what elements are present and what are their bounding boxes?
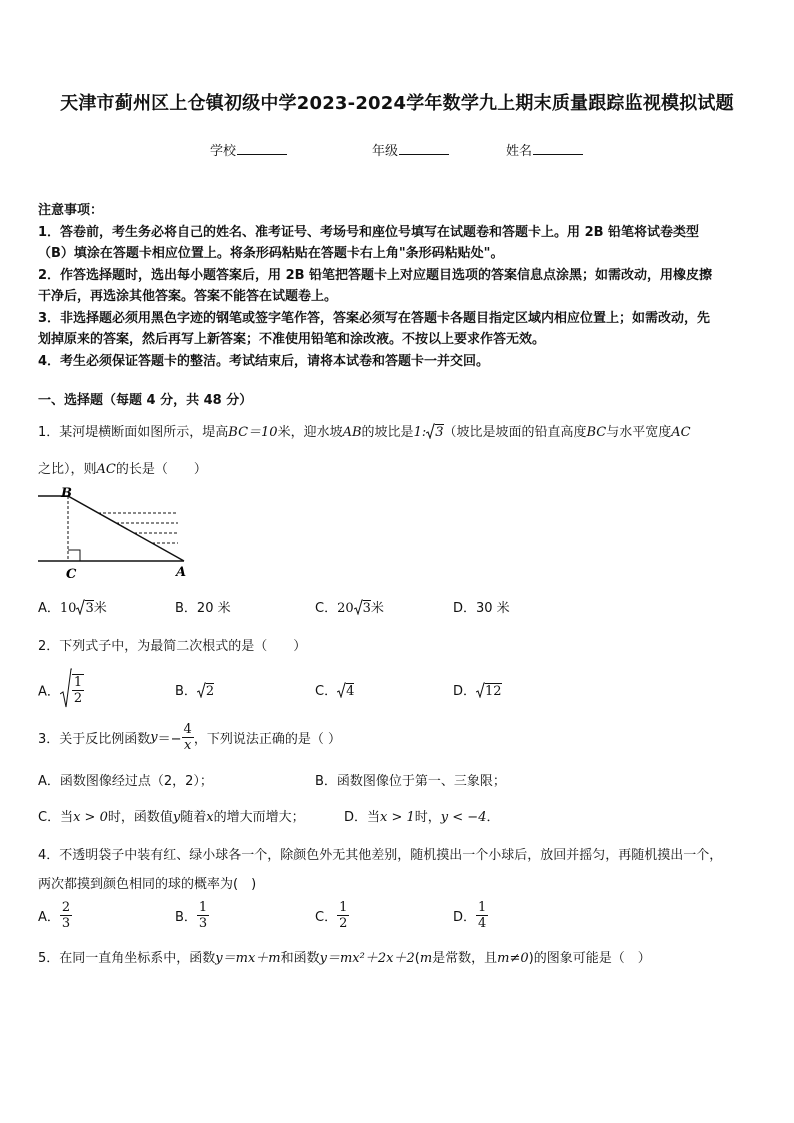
q2-a-num: 1 xyxy=(73,675,83,690)
sqrt-icon xyxy=(476,682,485,702)
q5-text-5: )的图象可能是（ ） xyxy=(528,951,651,966)
notice-item-1a: 1．答卷前，考生务必将自己的姓名、准考证号、考场号和座位号填写在试题卷和答题卡上。用 2B 铅笔将试卷类型 xyxy=(38,224,700,240)
q1-eq: ＝10 xyxy=(248,425,278,440)
q3-func-num: 4 xyxy=(183,722,192,737)
q4-a-num: 2 xyxy=(61,900,71,915)
q1-option-b[interactable]: B．20 米 xyxy=(175,601,231,616)
q2-c-radicand: 4 xyxy=(346,684,355,699)
notice-item-4: 4．考生必须保证答题卡的整洁。考试结束后，请将本试卷和答题卡一并交回。 xyxy=(38,353,490,369)
q1-text-3: 的坡比是 xyxy=(361,425,414,440)
q2-d-radicand: 12 xyxy=(485,684,502,699)
q3-c-4: 的增大而增大； xyxy=(213,810,305,825)
q4-option-c[interactable] xyxy=(315,900,349,931)
q4-a-den: 3 xyxy=(61,916,71,931)
right-angle-icon xyxy=(68,550,80,561)
q4-b-den: 3 xyxy=(198,916,208,931)
q4-option-b[interactable] xyxy=(175,900,209,931)
page-title: 天津市蓟州区上仓镇初级中学2023-2024学年数学九上期末质量跟踪监视模拟试题 xyxy=(60,93,734,114)
name-field[interactable] xyxy=(506,140,583,159)
q1-text-1: 1．某河堤横断面如图所示，堤高 xyxy=(38,425,229,440)
q1-ab: AB xyxy=(342,425,362,440)
notice-section xyxy=(38,200,768,372)
q2-d-label: D． xyxy=(453,684,477,699)
q4-a-label: A． xyxy=(38,910,60,925)
q5-text-1: 5．在同一直角坐标系中，函数 xyxy=(38,951,216,966)
q3-option-a[interactable]: A．函数图像经过点（2，2）； xyxy=(38,774,213,789)
section-heading: 一、选择题（每题 4 分，共 48 分） xyxy=(38,393,253,408)
q1-a-radicand: 3 xyxy=(85,601,94,616)
q3-option-d[interactable] xyxy=(344,806,499,825)
q2-a-den: 2 xyxy=(73,691,83,706)
sqrt-icon xyxy=(337,682,346,702)
school-field[interactable] xyxy=(210,140,287,159)
q4-c-num: 1 xyxy=(339,900,348,915)
q2-option-d[interactable] xyxy=(453,680,502,702)
q5-m: m xyxy=(419,951,433,966)
sqrt-icon xyxy=(354,599,363,619)
q1-line1 xyxy=(38,421,691,443)
q2-text: 2．下列式子中，为最简二次根式的是（ ） xyxy=(38,639,307,654)
q1-text-4: （坡比是坡面的铅直高度 xyxy=(443,425,587,440)
sqrt-icon xyxy=(197,682,206,702)
q1-a-coef: 10 xyxy=(59,601,77,616)
notice-item-2b: 干净后，再选涂其他答案。答案不能答在试题卷上。 xyxy=(38,289,338,304)
notice-item-2a: 2．作答选择题时，选出每小题答案后，用 2B 铅笔把答题卡上对应题目选项的答案信息点涂黑；如需改动，用橡皮擦 xyxy=(38,267,713,283)
q3-d-1: D．当 xyxy=(344,810,381,825)
name-blank[interactable] xyxy=(533,142,583,155)
q1-a-unit: 米 xyxy=(93,601,107,616)
q3-c-2: 时，函数值 xyxy=(107,810,173,825)
q2-c-label: C． xyxy=(315,684,338,699)
notice-item-3a: 3．非选择题必须用黑色字迹的钢笔或签字笔作答，答案必须写在答题卡各题目指定区域内相应位置上；如需改动，先 xyxy=(38,310,711,326)
name-label: 姓名 xyxy=(506,144,533,159)
q4-line2: 两次都摸到颜色相同的球的概率为( ) xyxy=(38,877,257,892)
q3-c-3: 随着 xyxy=(180,810,207,825)
q3-d-2: 时， xyxy=(414,810,441,825)
q1-option-c[interactable] xyxy=(315,597,384,619)
q1-option-d[interactable]: D．30 米 xyxy=(453,601,510,616)
q4-option-d[interactable] xyxy=(453,900,488,931)
q5-func-1: y＝mx＋m xyxy=(215,951,281,966)
q2-option-a[interactable] xyxy=(38,668,84,712)
q5-func-2: y＝mx²＋2x＋2 xyxy=(319,951,415,966)
label-c: C xyxy=(66,567,77,582)
school-blank[interactable] xyxy=(237,142,287,155)
q4-d-num: 1 xyxy=(478,900,487,915)
q4-b-label: B． xyxy=(175,910,197,925)
q4-b-fraction xyxy=(197,900,209,931)
q1-c-coef: 20 xyxy=(337,601,354,616)
q1-text-7: 的长是（ ） xyxy=(115,462,207,477)
notice-heading: 注意事项： xyxy=(38,203,104,218)
q3-c-1: C．当 xyxy=(38,810,74,825)
q3-d-cond: x > 1 xyxy=(380,810,415,825)
q3-text-2: ，下列说法正确的是（ ） xyxy=(193,732,341,747)
q5-line xyxy=(38,947,651,966)
q4-line1: 4．不透明袋子中装有红、绿小球各一个，除颜色外无其他差别，随机摸出一个小球后，放回并摇匀，再随机摸出一个， xyxy=(38,848,723,863)
q1-text-2: 米，迎水坡 xyxy=(277,425,343,440)
q3-line1 xyxy=(38,722,341,753)
q5-text-4: 是常数，且 xyxy=(432,951,498,966)
q1-c-unit: 米 xyxy=(370,601,384,616)
q3-text-1: 3．关于反比例函数 xyxy=(38,732,151,747)
q2-b-label: B． xyxy=(175,684,197,699)
q2-b-radicand: 2 xyxy=(205,684,215,699)
sqrt-icon xyxy=(60,668,72,712)
q3-option-b[interactable]: B．函数图像位于第一、三象限； xyxy=(315,774,506,789)
q3-d-res: y < −4 xyxy=(440,810,487,825)
grade-blank[interactable] xyxy=(399,142,449,155)
q3-option-c[interactable] xyxy=(38,806,305,825)
q3-c-x: x xyxy=(206,810,214,825)
q3-d-3: ． xyxy=(486,810,500,825)
notice-item-1b: （B）填涂在答题卡相应位置上。将条形码粘贴在答题卡右上角"条形码粘贴处"。 xyxy=(38,246,504,261)
q1-bc: BC xyxy=(228,425,249,440)
q3-func-fraction xyxy=(182,722,194,753)
q4-b-num: 1 xyxy=(198,900,208,915)
q4-a-fraction xyxy=(60,900,72,931)
q4-c-label: C． xyxy=(315,910,338,925)
q1-bc-2: BC xyxy=(586,425,607,440)
label-a: A xyxy=(176,565,187,580)
q3-c-cond: x > 0 xyxy=(73,810,108,825)
q1-ratio-radicand: 3 xyxy=(435,425,444,440)
q4-option-a[interactable] xyxy=(38,900,72,931)
q3-c-y: y xyxy=(172,810,181,825)
school-label: 学校 xyxy=(210,144,237,159)
q1-option-a[interactable] xyxy=(38,597,107,619)
sqrt-icon xyxy=(426,423,435,443)
slope-line xyxy=(68,496,184,561)
q1-embankment-figure xyxy=(36,484,196,584)
q5-text-3: ( xyxy=(414,951,420,966)
q5-m-neq: m≠0 xyxy=(497,951,529,966)
q4-d-label: D． xyxy=(453,910,477,925)
grade-field[interactable] xyxy=(372,140,449,159)
q2-a-label: A． xyxy=(38,684,60,700)
q3-func-den: x xyxy=(184,738,192,753)
q3-func-eq: ＝− xyxy=(157,732,182,747)
q1-c-radicand: 3 xyxy=(362,601,371,616)
grade-label: 年级 xyxy=(372,144,399,159)
label-b: B xyxy=(61,486,72,501)
q1-a-label: A． xyxy=(38,601,60,616)
q4-d-den: 4 xyxy=(478,916,487,931)
notice-item-3b: 划掉原来的答案，然后再写上新答案；不准使用铅笔和涂改液。不按以上要求作答无效。 xyxy=(38,332,546,347)
q1-line2 xyxy=(38,458,207,477)
q5-text-2: 和函数 xyxy=(280,951,320,966)
q4-d-fraction xyxy=(476,900,488,931)
q4-c-den: 2 xyxy=(339,916,348,931)
q1-ac: AC xyxy=(671,425,691,440)
q1-ratio: 1: xyxy=(413,425,427,440)
q1-c-label: C． xyxy=(315,601,338,616)
q1-ac-2: AC xyxy=(96,462,116,477)
q4-c-fraction xyxy=(337,900,349,931)
q2-a-fraction xyxy=(72,674,84,706)
q1-text-5: 与水平宽度 xyxy=(606,425,672,440)
q3-func-y: y xyxy=(150,730,158,745)
q2-option-c[interactable] xyxy=(315,680,354,702)
q2-option-b[interactable] xyxy=(175,680,214,702)
q1-text-6: 之比），则 xyxy=(38,462,97,477)
